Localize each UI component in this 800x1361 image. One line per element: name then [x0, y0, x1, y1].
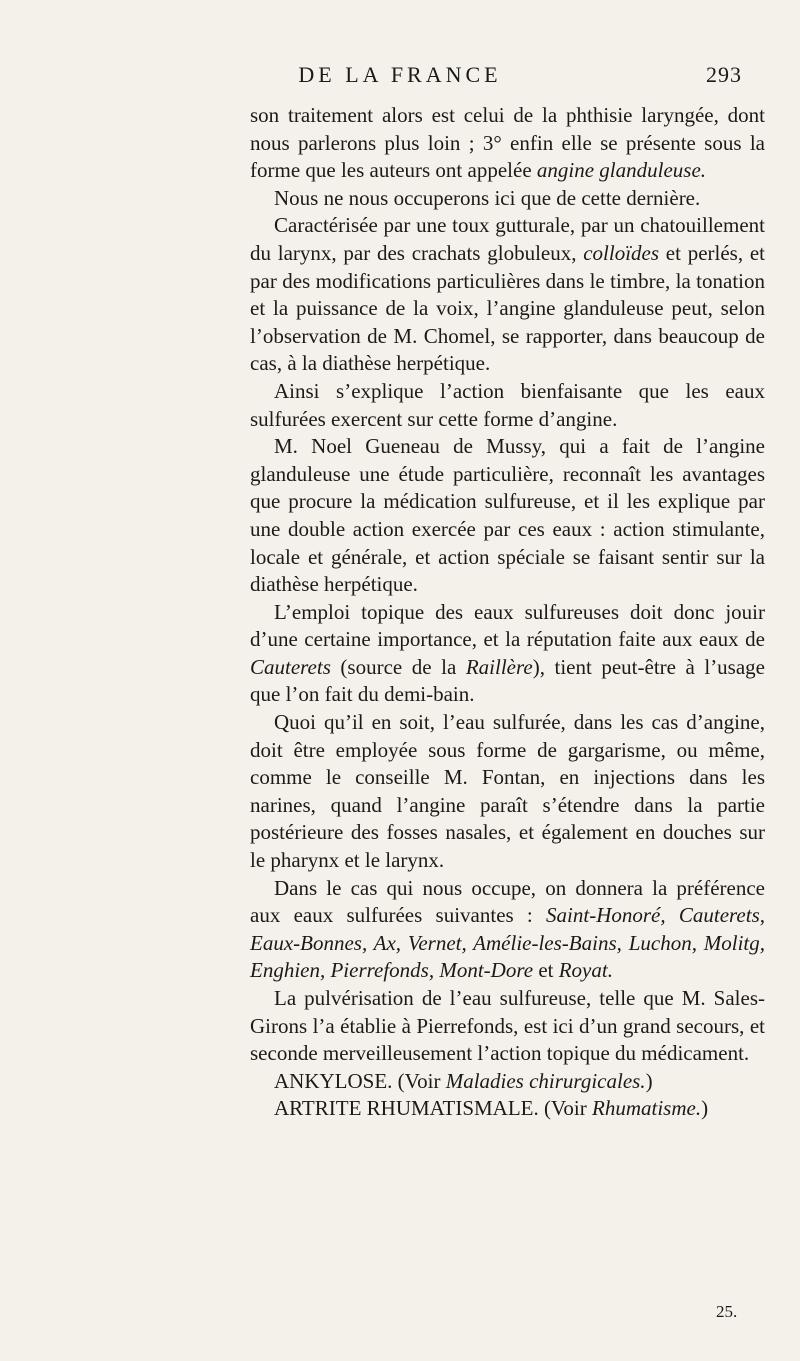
italic-text: Saint-Honoré, Cauterets, Eaux-Bonnes, Ax, Vernet, Amélie-les-Bains, Luchon, Molitg, Enghien, Pierrefonds, Mont-Dore [250, 903, 765, 983]
text-run: ANKYLOSE. (Voir [274, 1068, 446, 1093]
text-run: ) [701, 1096, 709, 1121]
body-text [250, 102, 765, 1123]
paragraph [250, 875, 765, 985]
text-run: et perlés, et par des modifications particulières dans le timbre, la tonation et la puissance de la voix, l’angine glanduleuse peut, selon l’observation de M. Chomel, se rapporter, dans beaucoup de cas, à la diathèse herpétique. [250, 240, 765, 376]
text-run: Dans le cas qui nous occupe, on donnera la préférence aux eaux sulfurées suivantes : [250, 875, 765, 928]
text-run: Nous ne nous occuperons ici que de cette dernière. [274, 185, 701, 210]
text-run: son traitement alors est celui de la phthisie laryngée, dont nous parlerons plus loin ; 3° enfin elle se présente sous la forme que les auteurs ont appelée [250, 103, 765, 183]
text-run: Caractérisée par une toux gutturale, par un chatouillement du larynx, par des crachats globuleux, [250, 213, 765, 265]
paragraph [250, 378, 765, 433]
text-run: ) [645, 1068, 653, 1093]
italic-text: Royat. [558, 958, 613, 983]
running-title: DE LA FRANCE [298, 62, 502, 87]
italic-text: Maladies chirurgicales. [445, 1068, 646, 1093]
text-run: Ainsi s’explique l’action bienfaisante que les eaux sulfurées exercent sur cette forme d’angine. [250, 378, 765, 431]
paragraph [250, 709, 765, 875]
text-run: et [533, 958, 559, 983]
text-run: ARTRITE RHUMATISMALE. (Voir [274, 1096, 593, 1121]
text-run: (source de la [330, 654, 466, 679]
paragraph [250, 985, 765, 1068]
index-entry [250, 1068, 765, 1096]
text-run: La pulvérisation de l’eau sulfureuse, telle que M. Sales-Girons l’a établie à Pierrefonds, est ici d’un grand secours, et seconde merveilleusement l’action topique du médicament. [250, 986, 765, 1066]
running-header [0, 62, 800, 98]
paragraph [250, 185, 765, 213]
text-run: Quoi qu’il en soit, l’eau sulfurée, dans les cas d’angine, doit être employée sous forme de gargarisme, ou même, comme le conseille M. Fontan, en injections dans les narines, quand l’angine paraît s’étendre dans la partie postérieure des fosses nasales, et également en douches sur le pharynx et le larynx. [250, 710, 765, 873]
text-run: ), tient peut-être à l’usage que l’on fait du demi-bain. [250, 654, 765, 707]
page-number: 293 [706, 62, 742, 87]
text-run: L’emploi topique des eaux sulfureuses doit donc jouir d’une certaine importance, et la réputation faite aux eaux de [250, 599, 765, 652]
text-run: M. Noel Gueneau de Mussy, qui a fait de l’angine glanduleuse une étude particulière, reconnaît les avantages que procure la médication sulfureuse, et il les explique par une double action exercée par ces eaux : action stimulante, locale et générale, et action spéciale se faisant sentir sur la diathèse herpétique. [250, 434, 765, 597]
paragraph [250, 433, 765, 599]
paragraph [250, 102, 765, 185]
italic-text: Cauterets [250, 654, 331, 679]
italic-text: Rhumatisme. [592, 1096, 702, 1121]
index-entry [250, 1095, 765, 1123]
italic-text: colloïdes [583, 240, 660, 265]
italic-text: angine glanduleuse. [536, 158, 707, 183]
signature-mark: 25. [716, 1302, 738, 1321]
paragraph [250, 212, 765, 378]
italic-text: Raillère [465, 654, 533, 679]
paragraph [250, 599, 765, 709]
